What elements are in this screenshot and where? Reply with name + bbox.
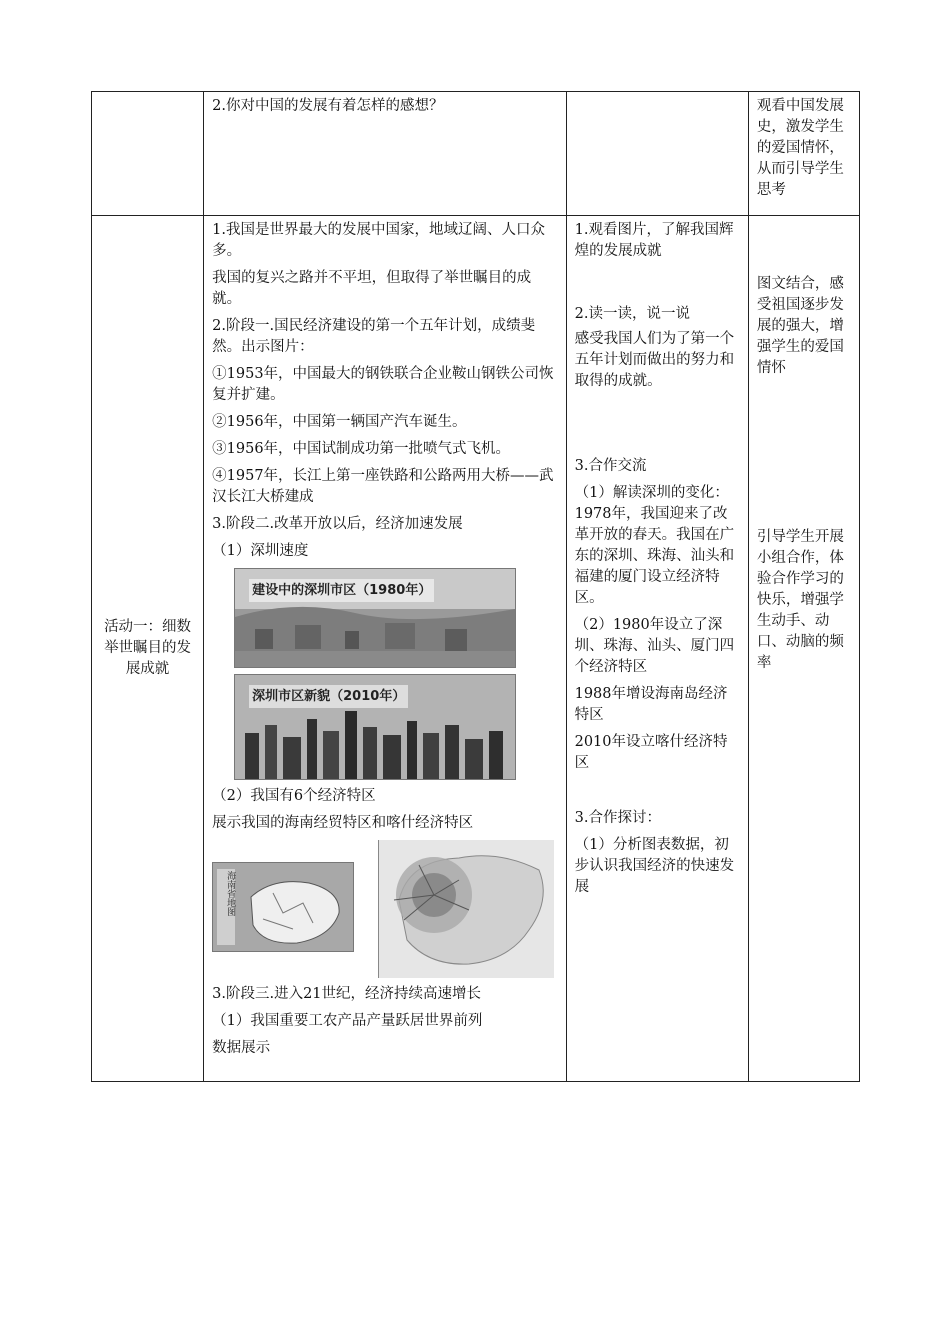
content-text: （2）我国有6个经济特区 [212, 788, 376, 804]
content-text: 数据展示 [212, 1040, 271, 1056]
shenzhen-1980-photo [234, 568, 516, 668]
purpose-cell [748, 92, 859, 216]
photo-caption: 深圳市区新貌（2010年） [249, 685, 408, 708]
content-text: 2.你对中国的发展有着怎样的感想？ [212, 98, 444, 114]
content-text: ②1956年，中国第一辆国产汽车诞生。 [212, 414, 467, 430]
student-cell-empty [566, 92, 748, 216]
student-text: （2）1980年设立了深圳、珠海、汕头、厦门四个经济特区 [574, 617, 735, 675]
student-text: 3.合作探讨： [574, 810, 661, 826]
content-text: ①1953年，中国最大的钢铁联合企业鞍山钢铁公司恢复并扩建。 [212, 366, 554, 403]
content-text: （1）我国重要工农产品产量跃居世界前列 [212, 1013, 483, 1029]
student-text: （1）解读深圳的变化：1978年，我国迎来了改革开放的春天。我国在广东的深圳、珠海、汕头和福建的厦门设立经济特区。 [574, 485, 735, 606]
content-cell [204, 216, 566, 1082]
shenzhen-2010-photo [234, 674, 516, 780]
content-text: 1.我国是世界最大的发展中国家，地域辽阔、人口众多。 [212, 222, 545, 259]
content-text: 展示我国的海南经贸特区和喀什经济特区 [212, 815, 474, 831]
table-row [92, 216, 860, 1082]
purpose-cell [748, 216, 859, 1082]
spacer [757, 385, 851, 527]
purpose-text: 观看中国发展史，激发学生的爱国情怀，从而引导学生思考 [756, 98, 844, 198]
content-text: 3.阶段二.改革开放以后，经济加速发展 [212, 516, 463, 532]
purpose-text: 引导学生开展小组合作，体验合作学习的快乐，增强学生动手、动口、动脑的频率 [756, 529, 844, 671]
kashgar-map [378, 840, 554, 978]
content-cell [204, 92, 566, 216]
content-text: （1）深圳速度 [212, 543, 309, 559]
content-text: ③1956年，中国试制成功第一批喷气式飞机。 [212, 441, 511, 457]
spacer [575, 398, 740, 456]
content-text: 3.阶段三.进入21世纪，经济持续高速增长 [212, 986, 482, 1002]
activity-cell [92, 216, 204, 1082]
map-title: 海南省地图 [225, 871, 236, 916]
student-text: 2010年设立喀什经济特区 [574, 734, 728, 771]
spacer [757, 220, 851, 274]
spacer [575, 268, 740, 304]
activity-title: 活动一：细数举世瞩目的发展成就 [104, 619, 192, 677]
lesson-plan-table [91, 91, 860, 1082]
maps-row [212, 840, 557, 978]
content-text: ④1957年，长江上第一座铁路和公路两用大桥——武汉长江大桥建成 [212, 468, 554, 505]
student-text: （1）分析图表数据，初步认识我国经济的快速发展 [574, 837, 735, 895]
table-row [92, 92, 860, 216]
student-cell [566, 216, 748, 1082]
purpose-text: 图文结合，感受祖国逐步发展的强大，增强学生的爱国情怀 [756, 276, 844, 376]
content-text: 我国的复兴之路并不平坦，但取得了举世瞩目的成就。 [212, 270, 532, 307]
student-text: 感受我国人们为了第一个五年计划而做出的努力和取得的成就。 [574, 331, 735, 389]
china-map-graphic [379, 840, 554, 978]
spacer [575, 780, 740, 808]
hainan-map [212, 862, 354, 952]
student-text: 1988年增设海南岛经济特区 [574, 686, 728, 723]
student-text: 3.合作交流 [574, 458, 647, 474]
student-text: 2.读一读，说一说 [574, 306, 690, 322]
content-text: 2.阶段一.国民经济建设的第一个五年计划，成绩斐然。出示图片： [212, 318, 536, 355]
photo-caption: 建设中的深圳市区（1980年） [249, 579, 434, 602]
student-text: 1.观看图片，了解我国辉煌的发展成就 [574, 222, 734, 259]
activity-cell-empty [92, 92, 204, 216]
